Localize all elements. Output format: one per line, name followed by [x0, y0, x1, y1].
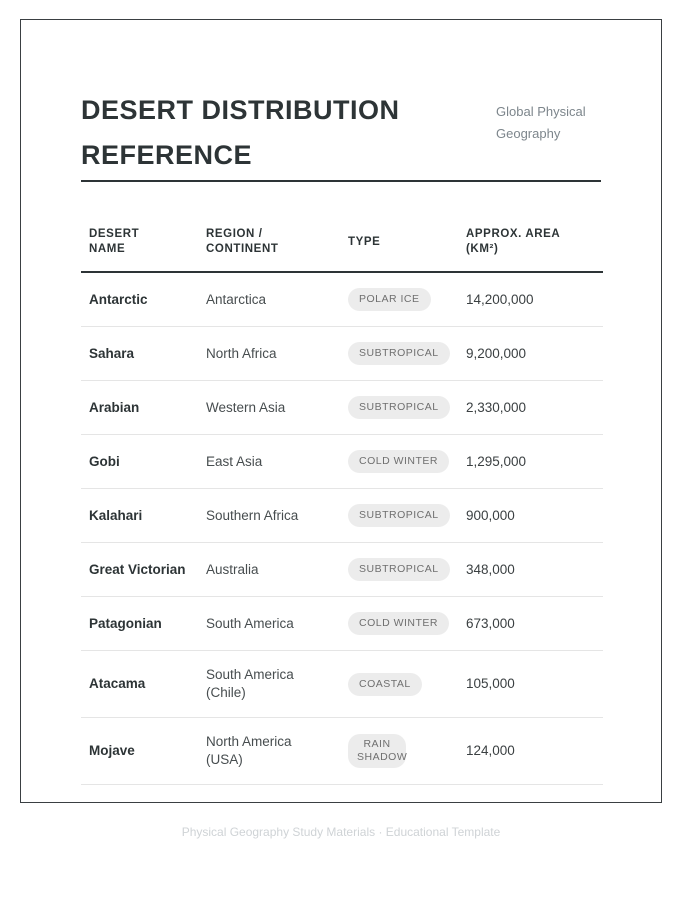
desert-name: Patagonian [81, 597, 198, 651]
desert-region: North America (USA) [198, 718, 340, 785]
desert-name: Arabian [81, 381, 198, 435]
desert-name: Gobi [81, 435, 198, 489]
table-row [81, 381, 603, 435]
desert-region: South America [198, 597, 340, 651]
document-header [81, 88, 601, 178]
table-row [81, 489, 603, 543]
desert-reference-table [81, 215, 603, 785]
desert-region: Australia [198, 543, 340, 597]
desert-name: Kalahari [81, 489, 198, 543]
page-title: DESERT DISTRIBUTION REFERENCE [81, 95, 400, 170]
table-header-row [81, 215, 603, 272]
desert-region: Antarctica [198, 272, 340, 327]
table-row [81, 272, 603, 327]
desert-name: Antarctic [81, 272, 198, 327]
desert-area: 673,000 [458, 597, 603, 651]
column-header-desert-name: DESERT NAME [81, 215, 198, 272]
desert-area: 900,000 [458, 489, 603, 543]
page-footer: Physical Geography Study Materials · Educational Template [181, 825, 501, 839]
title-divider [81, 180, 601, 182]
table-row [81, 327, 603, 381]
desert-area: 348,000 [458, 543, 603, 597]
desert-type-badge: SUBTROPICAL [348, 342, 450, 365]
desert-type-badge: RAIN SHADOW [348, 734, 406, 768]
desert-region: Southern Africa [198, 489, 340, 543]
desert-area: 105,000 [458, 651, 603, 718]
desert-type-badge: COLD WINTER [348, 612, 449, 635]
desert-type-badge: POLAR ICE [348, 288, 431, 311]
column-header-type: TYPE [340, 215, 458, 272]
desert-name: Sahara [81, 327, 198, 381]
desert-area: 124,000 [458, 718, 603, 785]
desert-area: 9,200,000 [458, 327, 603, 381]
table-row [81, 435, 603, 489]
table-row [81, 597, 603, 651]
desert-type-badge: COASTAL [348, 673, 422, 696]
table-row [81, 543, 603, 597]
desert-region: South America (Chile) [198, 651, 340, 718]
desert-type-badge: COLD WINTER [348, 450, 449, 473]
desert-name: Great Victorian [81, 543, 198, 597]
table-row [81, 651, 603, 718]
desert-area: 14,200,000 [458, 272, 603, 327]
desert-area: 1,295,000 [458, 435, 603, 489]
column-header-area: APPROX. AREA (KM²) [458, 215, 603, 272]
desert-type-badge: SUBTROPICAL [348, 504, 450, 527]
page-subtitle: Global Physical Geography [496, 104, 586, 141]
table-row [81, 718, 603, 785]
desert-region: Western Asia [198, 381, 340, 435]
desert-name: Mojave [81, 718, 198, 785]
desert-region: East Asia [198, 435, 340, 489]
desert-region: North Africa [198, 327, 340, 381]
desert-area: 2,330,000 [458, 381, 603, 435]
document-page [20, 19, 662, 839]
desert-type-badge: SUBTROPICAL [348, 558, 450, 581]
desert-name: Atacama [81, 651, 198, 718]
desert-type-badge: SUBTROPICAL [348, 396, 450, 419]
column-header-region: REGION / CONTINENT [198, 215, 340, 272]
